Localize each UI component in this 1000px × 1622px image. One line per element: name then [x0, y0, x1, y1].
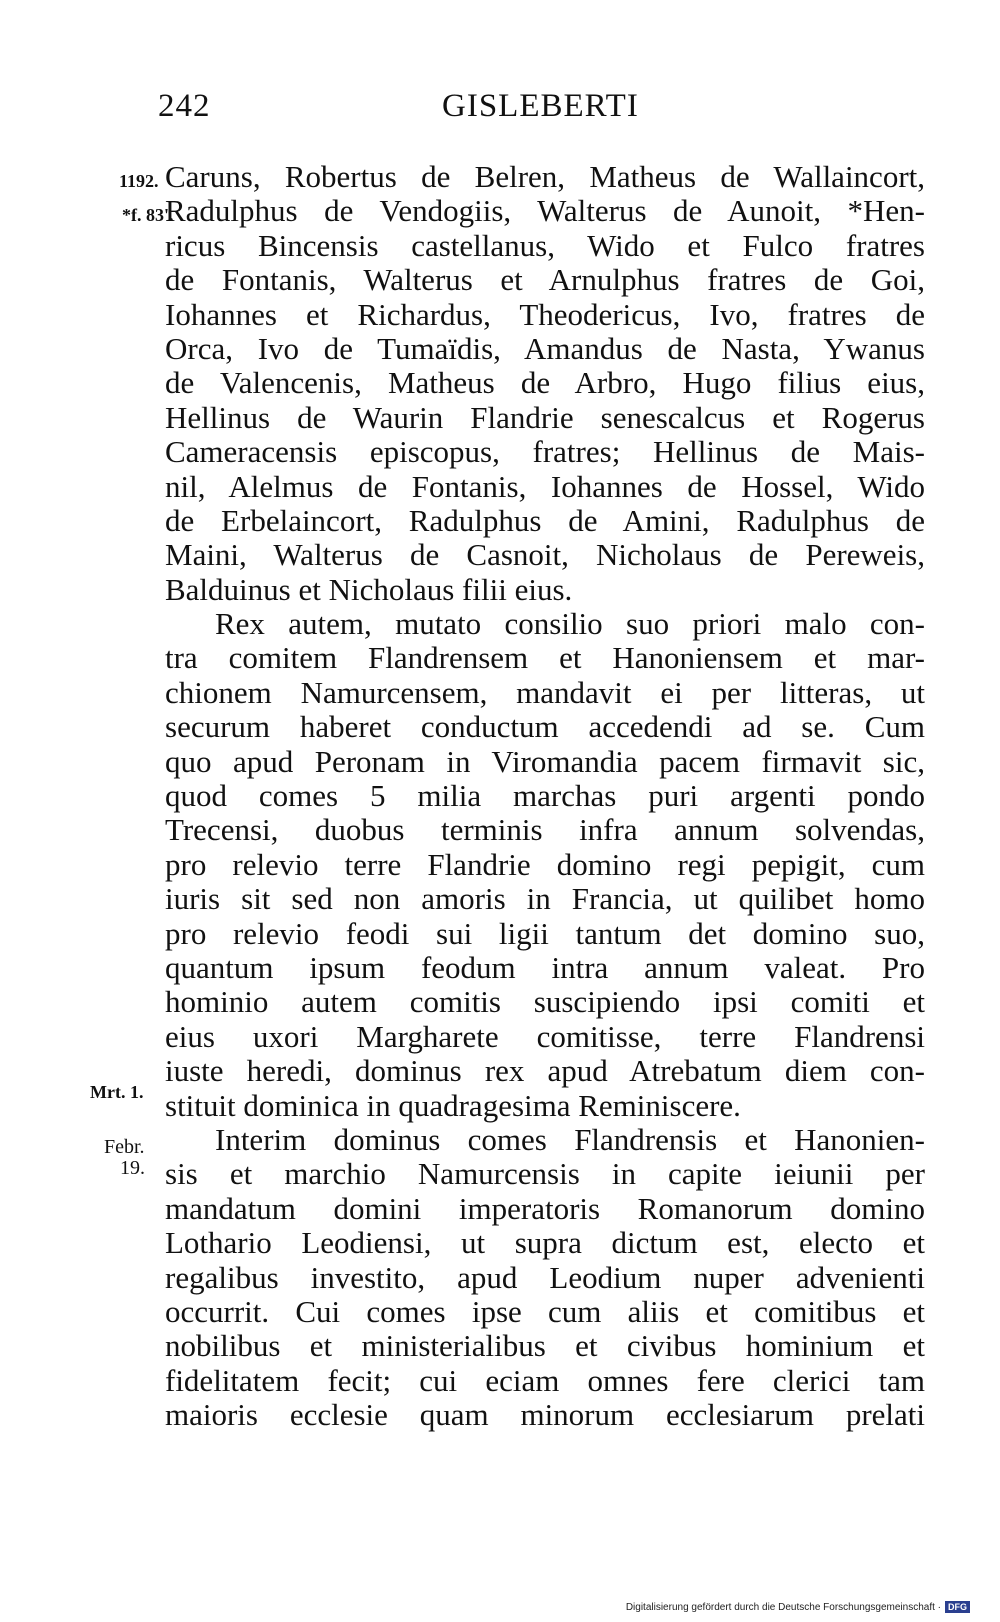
- text-line: hominio autem comitis suscipiendo ipsi comiti et: [165, 985, 925, 1020]
- text-line: Balduinus et Nicholaus filii eius.: [165, 572, 573, 607]
- text-line: tra comitem Flandrensem et Hanoniensem et mar-: [165, 641, 925, 676]
- text-line: regalibus investito, apud Leodium nuper advenienti: [165, 1260, 925, 1295]
- text-line: Interim dominus comes Flandrensis et Hanonien-: [215, 1122, 925, 1157]
- margin-note-folio: *f. 83'.: [122, 205, 174, 225]
- text-line: securum haberet conductum accedendi ad se. Cum: [165, 710, 925, 745]
- text-line: occurrit. Cui comes ipse cum aliis et comitibus et: [165, 1294, 925, 1329]
- text-line: Iohannes et Richardus, Theodericus, Ivo, fratres de: [165, 297, 925, 332]
- body-text: [165, 160, 925, 1432]
- text-line: quod comes 5 milia marchas puri argenti pondo: [165, 779, 925, 814]
- text-line: de Valencenis, Matheus de Arbro, Hugo filius eius,: [165, 366, 925, 401]
- text-line: pro relevio feodi sui ligii tantum det domino suo,: [165, 916, 925, 951]
- text-line: maioris ecclesie quam minorum ecclesiarum prelati: [165, 1398, 925, 1433]
- text-line: de Erbelaincort, Radulphus de Amini, Radulphus de: [165, 503, 925, 538]
- text-line: eius uxori Margharete comitisse, terre Flandrensi: [165, 1019, 925, 1054]
- footer-credit: [626, 1601, 970, 1613]
- text-line: Radulphus de Vendogiis, Walterus de Aunoit, *Hen-: [165, 194, 925, 229]
- text-line: Maini, Walterus de Casnoit, Nicholaus de Pereweis,: [165, 538, 925, 573]
- text-line: iuris sit sed non amoris in Francia, ut quilibet homo: [165, 882, 925, 917]
- text-line: mandatum domini imperatoris Romanorum domino: [165, 1191, 925, 1226]
- running-head: GISLEBERTI: [442, 88, 639, 124]
- text-line: sis et marchio Namurcensis in capite ieiunii per: [165, 1157, 925, 1192]
- text-line: chionem Namurcensem, mandavit ei per litteras, ut: [165, 675, 925, 710]
- footer-text: Digitalisierung gefördert durch die Deutsche Forschungsgemeinschaft ·: [625, 1601, 941, 1613]
- margin-note-febr-day: 19.: [120, 1157, 145, 1179]
- text-line: iuste heredi, dominus rex apud Atrebatum diem con-: [165, 1054, 925, 1089]
- text-line: de Fontanis, Walterus et Arnulphus fratres de Goi,: [165, 263, 925, 298]
- text-line: nobilibus et ministerialibus et civibus hominium et: [165, 1329, 925, 1364]
- dfg-logo-icon: DFG: [945, 1601, 970, 1613]
- text-line: Rex autem, mutato consilio suo priori malo con-: [215, 607, 925, 642]
- text-line: pro relevio terre Flandrie domino regi pepigit, cum: [165, 847, 925, 882]
- page-number: 242: [158, 88, 211, 124]
- text-line: Cameracensis episcopus, fratres; Hellinus de Mais-: [165, 435, 925, 470]
- text-line: quantum ipsum feodum intra annum valeat. Pro: [165, 950, 925, 985]
- text-line: quo apud Peronam in Viromandia pacem firmavit sic,: [165, 744, 925, 779]
- text-line: Caruns, Robertus de Belren, Matheus de Wallaincort,: [165, 160, 925, 194]
- text-line: nil, Alelmus de Fontanis, Iohannes de Hossel, Wido: [165, 469, 925, 504]
- text-line: Orca, Ivo de Tumaïdis, Amandus de Nasta, Ywanus: [165, 331, 925, 366]
- text-line: Lothario Leodiensi, ut supra dictum est, electo et: [165, 1226, 925, 1261]
- margin-note-febr: Febr.: [104, 1136, 145, 1158]
- margin-note-mrt: Mrt. 1.: [90, 1082, 144, 1102]
- text-line: Trecensi, duobus terminis infra annum solvendas,: [165, 813, 925, 848]
- margin-note-year: 1192.: [119, 171, 159, 191]
- text-line: fidelitatem fecit; cui eciam omnes fere clerici tam: [165, 1363, 925, 1398]
- text-line: Hellinus de Waurin Flandrie senescalcus et Rogerus: [165, 400, 925, 435]
- text-line: stituit dominica in quadragesima Reminiscere.: [165, 1088, 741, 1123]
- text-line: ricus Bincensis castellanus, Wido et Fulco fratres: [165, 228, 925, 263]
